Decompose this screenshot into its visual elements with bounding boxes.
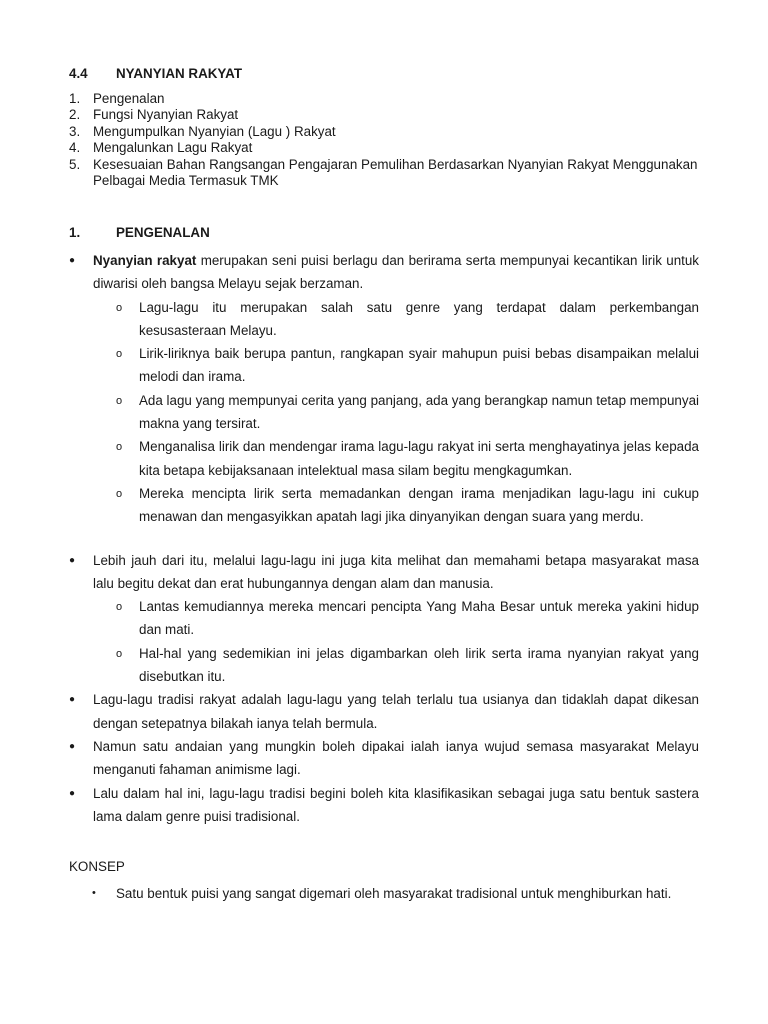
contents-item bbox=[69, 91, 709, 107]
bullet-text: Lalu dalam hal ini, lagu-lagu tradisi begini boleh kita klasifikasikan sebagai juga satu bentuk sastera lama dalam genre puisi tradisional. bbox=[93, 785, 699, 824]
konsep-item bbox=[92, 885, 699, 902]
bullet-mark: ● bbox=[69, 554, 76, 566]
sub-bullet-text: Lirik-liriknya baik berupa pantun, rangkapan syair mahupun puisi bebas disampaikan melalui melodi dan irama. bbox=[139, 346, 699, 385]
konsep-bullet-mark: • bbox=[92, 887, 96, 899]
sub-bullet-text: Lagu-lagu itu merupakan salah satu genre yang terdapat dalam perkembangan kesusasteraan Melayu. bbox=[139, 299, 699, 338]
bullet-text: Lebih jauh dari itu, melalui lagu-lagu ini juga kita melihat dan memahami betapa masyarakat masa lalu begitu dekat dan erat hubungannya dengan alam dan manusia. bbox=[93, 552, 699, 591]
sub-bullet-item bbox=[116, 389, 699, 436]
bullet-item bbox=[69, 549, 699, 596]
bullet-item bbox=[69, 249, 699, 296]
sub-bullet-item bbox=[116, 595, 699, 642]
sub-bullet-mark: o bbox=[116, 394, 123, 407]
contents-item-number: 2. bbox=[69, 107, 81, 123]
sub-bullet-text: Lantas kemudiannya mereka mencari pencipta Yang Maha Besar untuk mereka yakini hidup dan mati. bbox=[139, 599, 699, 638]
sub-bullet-text: Hal-hal yang sedemikian ini jelas digambarkan oleh lirik serta irama nyanyian rakyat yang disebutkan itu. bbox=[139, 645, 699, 685]
contents-item-text: Kesesuaian Bahan Rangsangan Pengajaran Pemulihan Berdasarkan Nyanyian Rakyat Menggunakan Pelbagai Media Termasuk TMK bbox=[93, 156, 698, 189]
bullet-list bbox=[69, 249, 699, 828]
bullet-mark: ● bbox=[69, 694, 76, 706]
contents-item-text: Pengenalan bbox=[93, 91, 165, 106]
bullet-mark: ● bbox=[69, 787, 76, 799]
section-title: NYANYIAN RAKYAT bbox=[116, 66, 242, 81]
contents-item-text: Fungsi Nyanyian Rakyat bbox=[93, 107, 239, 123]
konsep-heading: KONSEP bbox=[69, 859, 125, 874]
bullet-item bbox=[69, 688, 699, 735]
sub-bullet-mark: o bbox=[116, 647, 123, 660]
contents-item-text: Mengalunkan Lagu Rakyat bbox=[93, 140, 253, 156]
sub-bullet-text: Menganalisa lirik dan mendengar irama lagu-lagu rakyat ini serta menghayatinya jelas kepada kita betapa kebijaksanaan intelektual masa silam begitu mengkagumkan. bbox=[139, 439, 699, 478]
sub-bullet-text: Ada lagu yang mempunyai cerita yang panjang, ada yang berangkap namun tetap mempunyai makna yang tersirat. bbox=[139, 392, 699, 432]
contents-item-number: 3. bbox=[69, 123, 81, 139]
contents-item bbox=[69, 140, 709, 156]
contents-item-number: 1. bbox=[69, 91, 81, 106]
contents-item bbox=[69, 124, 709, 140]
konsep-list bbox=[92, 885, 699, 902]
subsection-number: 1. bbox=[69, 225, 81, 240]
bullet-text bbox=[93, 249, 699, 296]
contents-item bbox=[69, 157, 709, 190]
bullet-text: Namun satu andaian yang mungkin boleh dipakai ialah ianya wujud semasa masyarakat Melayu menganuti fahaman animisme lagi. bbox=[93, 738, 699, 778]
bullet-item bbox=[69, 735, 699, 782]
subsection-title: PENGENALAN bbox=[116, 225, 210, 240]
bold-term: Nyanyian rakyat bbox=[93, 253, 197, 268]
sub-bullet-mark: o bbox=[116, 441, 123, 454]
bullet-text-rest: merupakan seni puisi berlagu dan berirama serta mempunyai kecantikan lirik untuk diwarisi oleh bangsa Melayu sejak berzaman. bbox=[93, 253, 700, 292]
sub-bullet-item bbox=[116, 342, 699, 389]
sub-bullet-item bbox=[116, 296, 699, 343]
sub-bullet-item bbox=[116, 642, 699, 689]
contents-item-text: Mengumpulkan Nyanyian (Lagu ) Rakyat bbox=[93, 123, 336, 139]
section-number: 4.4 bbox=[69, 66, 88, 81]
sub-bullet-item bbox=[116, 482, 699, 529]
sub-bullet-item bbox=[116, 435, 699, 482]
sub-bullet-mark: o bbox=[116, 348, 123, 361]
bullet-text: Lagu-lagu tradisi rakyat adalah lagu-lagu yang telah terlalu tua usianya dan tidaklah dapat dikesan dengan setepatnya bilakah ianya telah bermula. bbox=[93, 692, 699, 731]
sub-bullet-list bbox=[116, 595, 699, 688]
contents-item bbox=[69, 107, 709, 123]
sub-bullet-list bbox=[116, 296, 699, 529]
bullet-mark: ● bbox=[69, 740, 76, 752]
sub-bullet-text: Mereka mencipta lirik serta memadankan dengan irama menjadikan lagu-lagu ini cukup menawan dan mengasyikkan apatah lagi jika dinyanyikan dengan suara yang merdu. bbox=[139, 485, 699, 525]
contents-list bbox=[69, 91, 709, 189]
contents-item-number: 4. bbox=[69, 140, 81, 156]
sub-bullet-mark: o bbox=[116, 487, 123, 500]
bullet-item bbox=[69, 782, 699, 829]
sub-bullet-mark: o bbox=[116, 301, 123, 314]
contents-item-number: 5. bbox=[69, 156, 81, 172]
bullet-mark: ● bbox=[69, 255, 76, 266]
konsep-item-text: Satu bentuk puisi yang sangat digemari oleh masyarakat tradisional untuk menghiburkan hati. bbox=[116, 886, 672, 901]
sub-bullet-mark: o bbox=[116, 601, 123, 614]
